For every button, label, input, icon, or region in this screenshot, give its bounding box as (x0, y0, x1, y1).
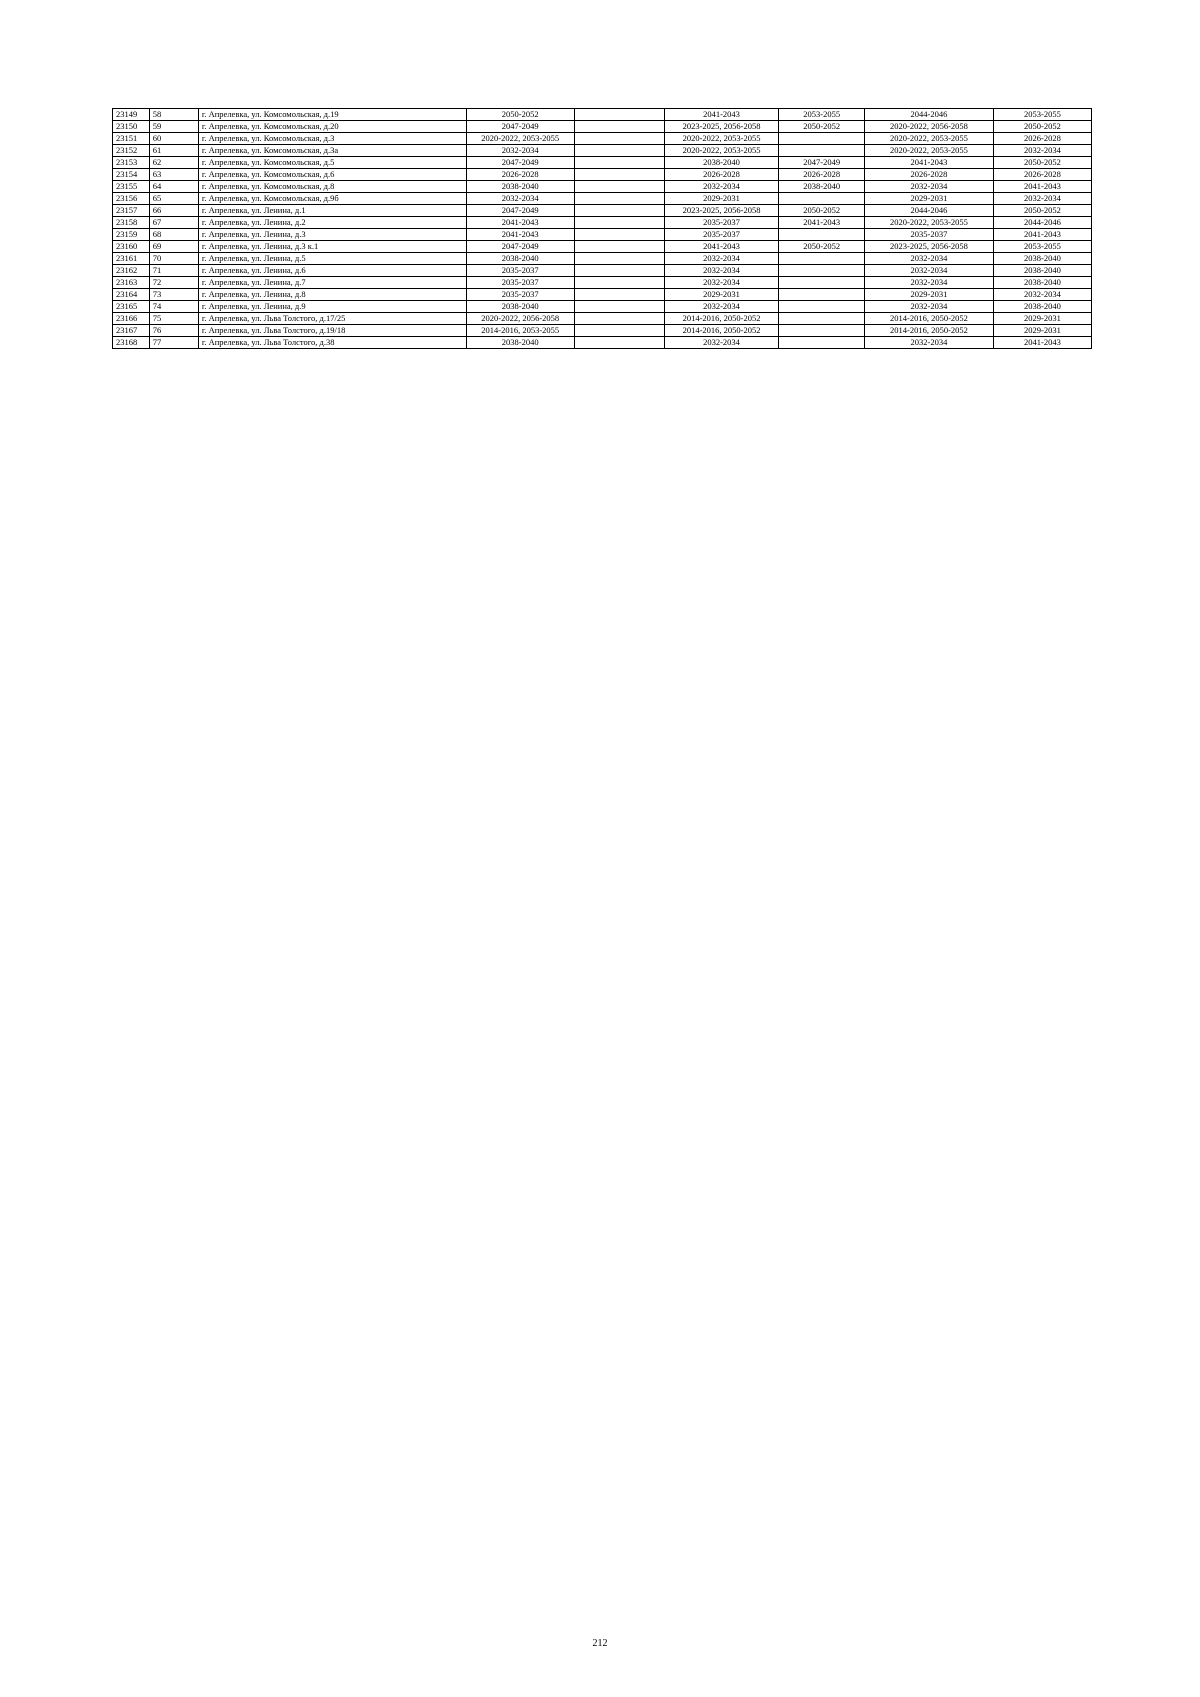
table-cell: 75 (149, 313, 198, 325)
table-cell: 2026-2028 (993, 133, 1091, 145)
table-cell (779, 253, 865, 265)
table-cell: 2038-2040 (993, 253, 1091, 265)
table-cell: г. Апрелевка, ул. Ленина, д.5 (198, 253, 466, 265)
table-row (113, 121, 1092, 133)
table-cell: г. Апрелевка, ул. Ленина, д.6 (198, 265, 466, 277)
table-cell (779, 193, 865, 205)
table-cell: 2020-2022, 2053-2055 (664, 145, 778, 157)
table-cell: 2038-2040 (466, 253, 574, 265)
table-cell: 68 (149, 229, 198, 241)
table-cell: 58 (149, 109, 198, 121)
table-cell: 2032-2034 (664, 253, 778, 265)
register-table-container (112, 108, 1092, 349)
table-cell: 2047-2049 (466, 241, 574, 253)
table-cell (574, 145, 664, 157)
table-row (113, 109, 1092, 121)
table-cell: 23151 (113, 133, 150, 145)
table-cell: 2029-2031 (865, 289, 994, 301)
table-cell: 23161 (113, 253, 150, 265)
table-cell: 63 (149, 169, 198, 181)
table-row (113, 133, 1092, 145)
table-cell: 2020-2022, 2053-2055 (865, 133, 994, 145)
table-cell: 23154 (113, 169, 150, 181)
table-cell (779, 145, 865, 157)
page-number: 212 (592, 1638, 608, 1649)
table-cell: 2050-2052 (466, 109, 574, 121)
table-cell: 2053-2055 (779, 109, 865, 121)
table-cell: 2035-2037 (466, 277, 574, 289)
table-cell: 2035-2037 (466, 265, 574, 277)
table-cell: 2035-2037 (865, 229, 994, 241)
table-cell: 2032-2034 (664, 265, 778, 277)
table-cell: 2020-2022, 2053-2055 (865, 217, 994, 229)
table-cell: 2050-2052 (993, 157, 1091, 169)
table-cell: 2038-2040 (993, 265, 1091, 277)
table-row (113, 325, 1092, 337)
table-row (113, 205, 1092, 217)
table-cell: 23160 (113, 241, 150, 253)
table-cell: 23164 (113, 289, 150, 301)
table-cell: 2026-2028 (993, 169, 1091, 181)
table-cell: 2044-2046 (865, 205, 994, 217)
table-cell: 2014-2016, 2050-2052 (865, 325, 994, 337)
table-cell: 2041-2043 (993, 337, 1091, 349)
table-cell: 76 (149, 325, 198, 337)
table-cell: 2032-2034 (865, 253, 994, 265)
table-cell: 66 (149, 205, 198, 217)
table-row (113, 253, 1092, 265)
table-cell: 2014-2016, 2050-2052 (664, 313, 778, 325)
table-row (113, 301, 1092, 313)
table-cell: 69 (149, 241, 198, 253)
table-cell: 2041-2043 (993, 181, 1091, 193)
table-cell (779, 229, 865, 241)
table-cell: 2020-2022, 2053-2055 (865, 145, 994, 157)
table-cell: 2032-2034 (865, 277, 994, 289)
table-cell: г. Апрелевка, ул. Льва Толстого, д.38 (198, 337, 466, 349)
table-cell: 2047-2049 (466, 121, 574, 133)
table-cell: 2038-2040 (466, 337, 574, 349)
table-cell: 2020-2022, 2053-2055 (466, 133, 574, 145)
table-cell: 2053-2055 (993, 241, 1091, 253)
table-cell: 2053-2055 (993, 109, 1091, 121)
table-row (113, 157, 1092, 169)
table-row (113, 181, 1092, 193)
table-cell: 23168 (113, 337, 150, 349)
table-cell (574, 313, 664, 325)
table-cell (779, 325, 865, 337)
table-cell: 2041-2043 (865, 157, 994, 169)
table-cell (574, 121, 664, 133)
table-cell: 2032-2034 (466, 145, 574, 157)
table-cell (779, 133, 865, 145)
table-cell: 2029-2031 (993, 313, 1091, 325)
table-row (113, 241, 1092, 253)
table-cell: 2044-2046 (865, 109, 994, 121)
table-cell: 23159 (113, 229, 150, 241)
table-cell: 2047-2049 (466, 157, 574, 169)
table-cell: 2044-2046 (993, 217, 1091, 229)
table-cell: 2014-2016, 2050-2052 (664, 325, 778, 337)
table-cell: 2020-2022, 2056-2058 (466, 313, 574, 325)
table-cell: г. Апрелевка, ул. Ленина, д.1 (198, 205, 466, 217)
table-cell: 2032-2034 (466, 193, 574, 205)
table-cell: 2023-2025, 2056-2058 (664, 121, 778, 133)
table-cell: г. Апрелевка, ул. Комсомольская, д.6 (198, 169, 466, 181)
table-cell: 77 (149, 337, 198, 349)
table-cell: г. Апрелевка, ул. Комсомольская, д.8 (198, 181, 466, 193)
table-row (113, 265, 1092, 277)
table-cell: 23158 (113, 217, 150, 229)
table-cell: 23167 (113, 325, 150, 337)
table-cell: г. Апрелевка, ул. Ленина, д.7 (198, 277, 466, 289)
table-cell: г. Апрелевка, ул. Ленина, д.8 (198, 289, 466, 301)
register-table (112, 108, 1092, 349)
table-cell (779, 277, 865, 289)
table-cell: 67 (149, 217, 198, 229)
table-cell: 2032-2034 (664, 181, 778, 193)
table-cell: 65 (149, 193, 198, 205)
table-cell: 23156 (113, 193, 150, 205)
table-cell (574, 337, 664, 349)
table-cell: г. Апрелевка, ул. Ленина, д.2 (198, 217, 466, 229)
table-cell: 23150 (113, 121, 150, 133)
table-cell: 2041-2043 (779, 217, 865, 229)
table-cell: 2038-2040 (466, 301, 574, 313)
table-cell: 2029-2031 (993, 325, 1091, 337)
table-cell: 2023-2025, 2056-2058 (664, 205, 778, 217)
table-cell: 2032-2034 (865, 181, 994, 193)
table-cell (574, 193, 664, 205)
table-row (113, 169, 1092, 181)
table-cell: 23163 (113, 277, 150, 289)
table-cell: 2035-2037 (664, 229, 778, 241)
table-cell: г. Апрелевка, ул. Комсомольская, д.9б (198, 193, 466, 205)
table-row (113, 145, 1092, 157)
table-cell: 2041-2043 (466, 217, 574, 229)
table-cell: 2041-2043 (664, 241, 778, 253)
table-cell: г. Апрелевка, ул. Льва Толстого, д.17/25 (198, 313, 466, 325)
table-cell: 2038-2040 (466, 181, 574, 193)
table-cell: 2020-2022, 2056-2058 (865, 121, 994, 133)
table-body (113, 109, 1092, 349)
table-cell (574, 289, 664, 301)
table-cell: 2050-2052 (779, 121, 865, 133)
table-cell: г. Апрелевка, ул. Ленина, д.3 (198, 229, 466, 241)
table-cell: 2026-2028 (466, 169, 574, 181)
table-cell: 59 (149, 121, 198, 133)
table-cell (779, 301, 865, 313)
table-row (113, 313, 1092, 325)
table-cell (574, 301, 664, 313)
table-cell: 60 (149, 133, 198, 145)
table-cell: 2047-2049 (779, 157, 865, 169)
table-cell: 23162 (113, 265, 150, 277)
table-cell: 2014-2016, 2050-2052 (865, 313, 994, 325)
table-cell: 23153 (113, 157, 150, 169)
table-cell: 23155 (113, 181, 150, 193)
table-cell (574, 241, 664, 253)
table-cell (574, 205, 664, 217)
table-cell (574, 133, 664, 145)
table-cell: 23149 (113, 109, 150, 121)
table-cell: 2038-2040 (993, 301, 1091, 313)
table-cell: г. Апрелевка, ул. Комсомольская, д.5 (198, 157, 466, 169)
table-cell: 2041-2043 (664, 109, 778, 121)
table-cell: 2029-2031 (664, 289, 778, 301)
table-cell: 2041-2043 (993, 229, 1091, 241)
table-cell: 2032-2034 (865, 301, 994, 313)
table-row (113, 193, 1092, 205)
table-cell (574, 169, 664, 181)
table-cell (574, 181, 664, 193)
table-cell: 23152 (113, 145, 150, 157)
table-cell: 2050-2052 (779, 241, 865, 253)
table-cell: 2032-2034 (865, 265, 994, 277)
table-cell (574, 253, 664, 265)
table-cell: 2038-2040 (664, 157, 778, 169)
table-cell: 23166 (113, 313, 150, 325)
table-cell: г. Апрелевка, ул. Ленина, д.9 (198, 301, 466, 313)
table-cell (574, 109, 664, 121)
table-cell: г. Апрелевка, ул. Льва Толстого, д.19/18 (198, 325, 466, 337)
table-cell: 2041-2043 (466, 229, 574, 241)
table-cell: г. Апрелевка, ул. Ленина, д.3 к.1 (198, 241, 466, 253)
table-cell: 23165 (113, 301, 150, 313)
table-row (113, 337, 1092, 349)
table-cell (574, 157, 664, 169)
table-cell: 2023-2025, 2056-2058 (865, 241, 994, 253)
table-cell: 2038-2040 (993, 277, 1091, 289)
table-cell: 2032-2034 (664, 337, 778, 349)
table-cell (574, 265, 664, 277)
table-row (113, 289, 1092, 301)
table-cell: 2035-2037 (664, 217, 778, 229)
table-cell (574, 217, 664, 229)
table-cell: 62 (149, 157, 198, 169)
table-cell: г. Апрелевка, ул. Комсомольская, д.20 (198, 121, 466, 133)
table-cell: 2014-2016, 2053-2055 (466, 325, 574, 337)
table-cell (779, 313, 865, 325)
table-cell: 23157 (113, 205, 150, 217)
table-cell (574, 277, 664, 289)
table-cell: 2038-2040 (779, 181, 865, 193)
table-cell: 2020-2022, 2053-2055 (664, 133, 778, 145)
table-cell: 2032-2034 (664, 277, 778, 289)
table-cell (779, 337, 865, 349)
table-cell: 2032-2034 (865, 337, 994, 349)
table-cell: 2032-2034 (664, 301, 778, 313)
table-cell: 74 (149, 301, 198, 313)
table-cell: 64 (149, 181, 198, 193)
table-cell: 2047-2049 (466, 205, 574, 217)
table-row (113, 277, 1092, 289)
table-cell: г. Апрелевка, ул. Комсомольская, д.3а (198, 145, 466, 157)
table-cell: 2026-2028 (664, 169, 778, 181)
table-cell: 2029-2031 (664, 193, 778, 205)
table-cell: г. Апрелевка, ул. Комсомольская, д.19 (198, 109, 466, 121)
table-cell (574, 229, 664, 241)
table-cell: г. Апрелевка, ул. Комсомольская, д.3 (198, 133, 466, 145)
table-cell (779, 265, 865, 277)
table-cell: 73 (149, 289, 198, 301)
table-cell: 2050-2052 (993, 205, 1091, 217)
table-cell: 61 (149, 145, 198, 157)
table-cell (574, 325, 664, 337)
table-cell: 2050-2052 (993, 121, 1091, 133)
table-cell: 2026-2028 (865, 169, 994, 181)
table-cell: 2026-2028 (779, 169, 865, 181)
table-row (113, 217, 1092, 229)
table-cell: 2050-2052 (779, 205, 865, 217)
table-cell: 72 (149, 277, 198, 289)
table-cell: 2029-2031 (865, 193, 994, 205)
table-cell: 71 (149, 265, 198, 277)
table-cell: 2032-2034 (993, 145, 1091, 157)
table-cell (779, 289, 865, 301)
table-row (113, 229, 1092, 241)
table-cell: 70 (149, 253, 198, 265)
table-cell: 2035-2037 (466, 289, 574, 301)
table-cell: 2032-2034 (993, 289, 1091, 301)
table-cell: 2032-2034 (993, 193, 1091, 205)
